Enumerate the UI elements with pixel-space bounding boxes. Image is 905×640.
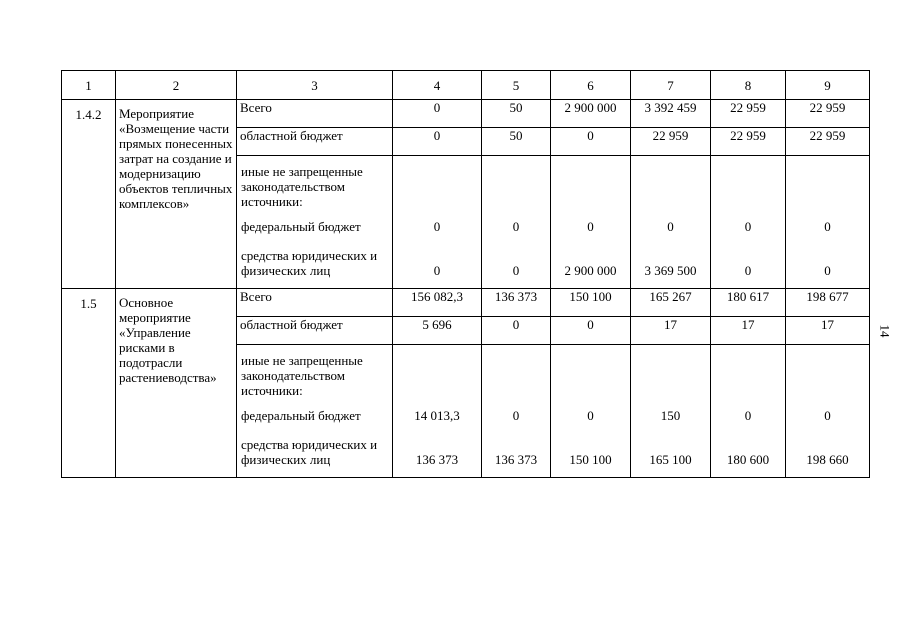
measure-name: Мероприятие «Возмещение части прямых понесенных затрат на создание и модернизацию объектов тепличных комплексов»: [116, 100, 237, 289]
header-cell: 2: [116, 71, 237, 100]
value-cell: 0: [482, 317, 551, 345]
value-cell: 50: [482, 100, 551, 128]
value-cell: 22 959: [711, 100, 786, 128]
row-label-legal: средства юридических и физических лиц: [241, 248, 378, 278]
value-stack: [482, 345, 551, 478]
value-cell: 5 696: [393, 317, 482, 345]
value-cell: 165 267: [631, 289, 711, 317]
value-cell: 136 373: [482, 289, 551, 317]
value-cell: 2 900 000: [551, 100, 631, 128]
federal-value: 0: [667, 219, 674, 234]
federal-value: 0: [587, 408, 594, 423]
legal-value: 0: [512, 263, 520, 278]
value-stack: [786, 345, 870, 478]
header-cell: 3: [237, 71, 393, 100]
measure-name: Основное мероприятие «Управление рисками в подотрасли растениеводства»: [116, 289, 237, 478]
value-stack: [393, 345, 482, 478]
row-label-other: иные не запрещенные законодательством источники:: [241, 164, 363, 209]
budget-table: [61, 70, 870, 478]
value-stack: [631, 156, 711, 289]
legal-value: 198 660: [806, 452, 849, 467]
legal-value: 3 369 500: [644, 263, 697, 278]
header-cell: 6: [551, 71, 631, 100]
row-label-federal: федеральный бюджет: [241, 408, 361, 423]
measure-code: 1.4.2: [62, 100, 116, 289]
value-stack: [551, 345, 631, 478]
value-cell: 17: [786, 317, 870, 345]
value-cell: 3 392 459: [631, 100, 711, 128]
value-cell: 0: [393, 128, 482, 156]
row-label-stack: [237, 156, 393, 289]
value-cell: 50: [482, 128, 551, 156]
legal-value: 136 373: [494, 452, 538, 467]
measure-code: 1.5: [62, 289, 116, 478]
value-cell: 22 959: [631, 128, 711, 156]
header-cell: 9: [786, 71, 870, 100]
federal-value: 0: [587, 219, 594, 234]
federal-value: 0: [512, 219, 520, 234]
value-cell: 150 100: [551, 289, 631, 317]
row-label-federal: федеральный бюджет: [241, 219, 361, 234]
value-cell: 156 082,3: [393, 289, 482, 317]
legal-value: 150 100: [569, 452, 612, 467]
row-label-total: Всего: [237, 100, 393, 128]
value-cell: 198 677: [786, 289, 870, 317]
value-stack: [631, 345, 711, 478]
header-cell: 8: [711, 71, 786, 100]
value-cell: 17: [711, 317, 786, 345]
table-header-row: [62, 71, 870, 100]
federal-value: 0: [433, 219, 441, 234]
value-stack: [786, 156, 870, 289]
header-cell: 7: [631, 71, 711, 100]
value-cell: 180 617: [711, 289, 786, 317]
federal-value: 0: [824, 219, 831, 234]
row-label-regional: областной бюджет: [237, 128, 393, 156]
row-label-other: иные не запрещенные законодательством источники:: [241, 353, 363, 398]
page-number: 14: [877, 324, 893, 338]
federal-value: 0: [824, 408, 831, 423]
value-cell: 22 959: [786, 128, 870, 156]
value-stack: [551, 156, 631, 289]
table-row-total: [62, 100, 870, 128]
row-label-regional: областной бюджет: [237, 317, 393, 345]
legal-value: 136 373: [415, 452, 459, 467]
legal-value: 165 100: [649, 452, 692, 467]
legal-value: 0: [744, 263, 752, 278]
value-cell: 22 959: [711, 128, 786, 156]
row-label-legal: средства юридических и физических лиц: [241, 437, 378, 467]
value-cell: 22 959: [786, 100, 870, 128]
header-cell: 5: [482, 71, 551, 100]
legal-value: 180 600: [726, 452, 770, 467]
header-cell: 1: [62, 71, 116, 100]
value-stack: [393, 156, 482, 289]
federal-value: 14 013,3: [414, 408, 460, 423]
legal-value: 0: [824, 263, 831, 278]
federal-value: 0: [512, 408, 520, 423]
federal-value: 0: [744, 408, 752, 423]
value-stack: [482, 156, 551, 289]
value-cell: 0: [551, 128, 631, 156]
value-stack: [711, 156, 786, 289]
federal-value: 0: [744, 219, 752, 234]
header-cell: 4: [393, 71, 482, 100]
legal-value: 0: [433, 263, 441, 278]
value-cell: 0: [393, 100, 482, 128]
row-label-total: Всего: [237, 289, 393, 317]
value-cell: 0: [551, 317, 631, 345]
row-label-stack: [237, 345, 393, 478]
legal-value: 2 900 000: [564, 263, 617, 278]
federal-value: 150: [660, 408, 681, 423]
value-cell: 17: [631, 317, 711, 345]
table-row-total: [62, 289, 870, 317]
value-stack: [711, 345, 786, 478]
